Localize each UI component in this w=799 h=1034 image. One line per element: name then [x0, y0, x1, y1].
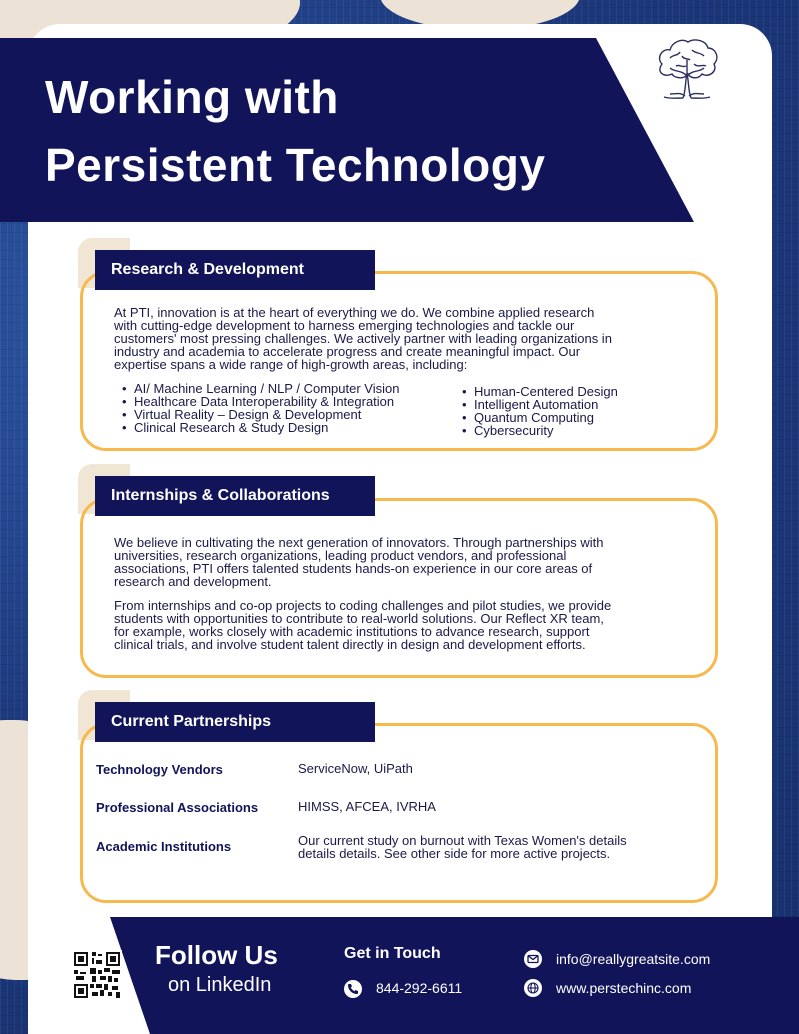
text-line: At PTI, innovation is at the heart of everything we do. We combine applied research — [114, 305, 595, 320]
email-address[interactable]: info@reallygreatsite.com — [556, 951, 711, 967]
text-line: research and development. — [114, 574, 272, 589]
list-item: • Clinical Research & Study Design — [120, 421, 399, 434]
text-line: industry and academia to accelerate progress and create meaningful impact. Our — [114, 344, 581, 359]
website-url[interactable]: www.perstechinc.com — [556, 980, 692, 996]
research-heading: Research & Development — [95, 250, 375, 290]
list-item: • AI/ Machine Learning / NLP / Computer Vision — [120, 382, 399, 395]
internships-heading: Internships & Collaborations — [95, 476, 375, 516]
text-line: universities, research organizations, leading product vendors, and professional — [114, 548, 567, 563]
phone-icon — [344, 980, 362, 998]
list-item: • Virtual Reality – Design & Development — [120, 408, 399, 421]
text-line: details details. See other side for more active projects. — [298, 846, 611, 861]
tree-icon — [652, 34, 722, 104]
text-line: We believe in cultivating the next generation of innovators. Through partnerships with — [114, 535, 604, 550]
list-item: • Human-Centered Design — [460, 385, 618, 398]
page-title-line-2: Persistent Technology — [45, 139, 546, 191]
qr-code-icon[interactable] — [72, 950, 122, 1000]
partner-value-professional-associations — [298, 800, 698, 813]
follow-us-title: Follow Us — [155, 940, 278, 970]
text-line: with cutting-edge development to harness emerging technologies and tackle our — [114, 318, 575, 333]
text-line: customers' most pressing challenges. We actively partner with leading organizations in — [114, 331, 612, 346]
text-line: for example, works closely with academic institutions to advance research, support — [114, 624, 590, 639]
text-line: Our current study on burnout with Texas Women's details — [298, 833, 627, 848]
linkedin-link[interactable]: on LinkedIn — [168, 974, 272, 996]
partner-value-academic-institutions — [298, 834, 698, 860]
text-line: From internships and co-op projects to coding challenges and pilot studies, we provide — [114, 598, 612, 613]
research-paragraph — [114, 306, 694, 371]
list-item: • Quantum Computing — [460, 411, 618, 424]
email-icon — [524, 950, 542, 968]
page-title-line-1: Working with — [45, 71, 339, 123]
text-line: ServiceNow, UiPath — [298, 761, 413, 776]
text-line: clinical trials, and involve student talent directly in design and development efforts. — [114, 637, 586, 652]
expertise-list-left — [120, 382, 399, 434]
header-banner — [0, 38, 694, 222]
text-line: HIMSS, AFCEA, IVRHA — [298, 799, 436, 814]
partner-value-technology-vendors — [298, 762, 698, 775]
internships-paragraph-1 — [114, 536, 694, 588]
text-line: students with opportunities to contribute to real-world solutions. Our Reflect XR team, — [114, 611, 604, 626]
partnerships-heading: Current Partnerships — [95, 702, 375, 742]
phone-number[interactable]: 844-292-6611 — [376, 980, 463, 996]
internships-paragraph-2 — [114, 599, 694, 651]
get-in-touch-heading: Get in Touch — [344, 945, 441, 962]
text-line: expertise spans a wide range of high-growth areas, including: — [114, 357, 468, 372]
text-line: associations, PTI offers talented students hands-on experience in our core areas of — [114, 561, 593, 576]
globe-icon — [524, 979, 542, 997]
list-item: • Cybersecurity — [460, 424, 618, 437]
list-item: • Healthcare Data Interoperability & Integration — [120, 395, 399, 408]
list-item: • Intelligent Automation — [460, 398, 618, 411]
partner-label-academic-institutions: Academic Institutions — [96, 839, 232, 854]
partner-label-professional-associations: Professional Associations — [96, 800, 259, 815]
expertise-list-right — [460, 385, 618, 437]
partner-label-technology-vendors: Technology Vendors — [96, 762, 223, 777]
